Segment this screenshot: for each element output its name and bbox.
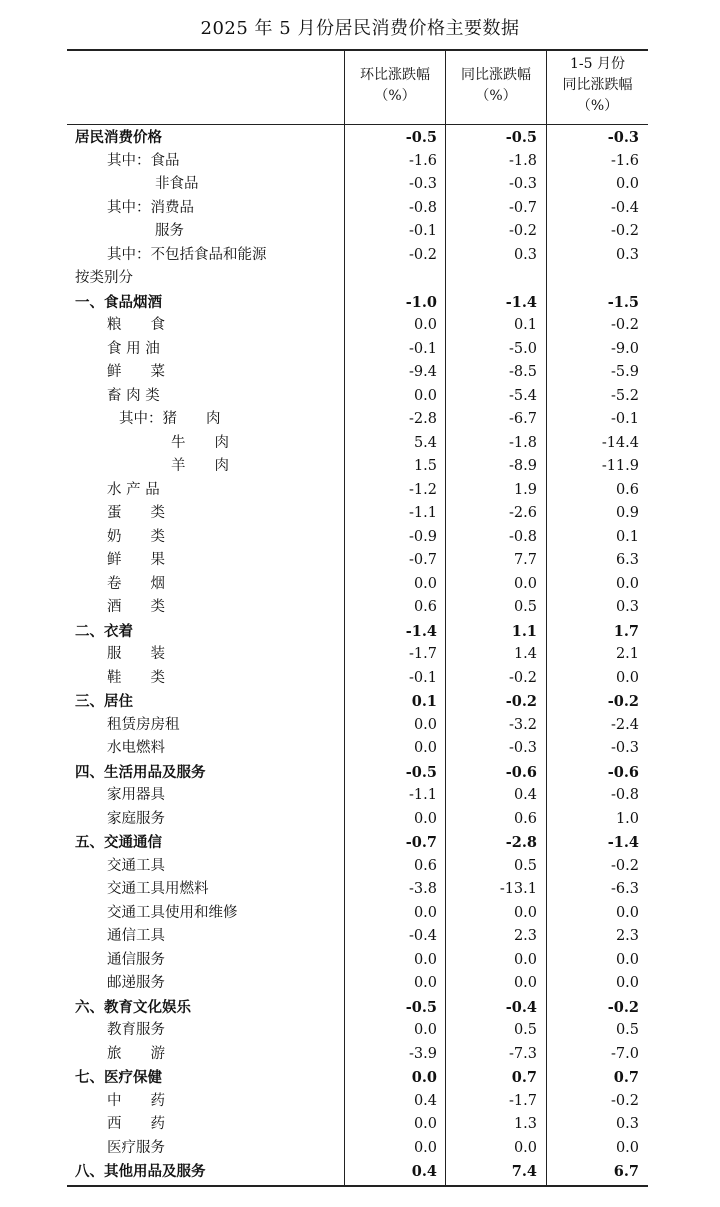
row-value: 0.0: [615, 904, 639, 921]
row-value: 0.0: [413, 975, 437, 991]
row-value: -0.5: [505, 129, 537, 146]
row-value: 0.0: [513, 904, 537, 921]
row-value: 0.4: [513, 787, 537, 803]
row-label: 七、医疗保健: [75, 1069, 162, 1086]
row-value: -0.1: [409, 223, 437, 239]
row-value: 0.0: [413, 740, 437, 756]
row-label: 服 装: [107, 646, 165, 662]
row-label: 食 用 油: [107, 340, 160, 357]
row-value: -1.1: [409, 505, 437, 521]
header-yoy-line1: 同比涨跌幅: [461, 67, 531, 83]
row-value: -1.8: [509, 152, 537, 169]
table-row: [67, 526, 648, 550]
table-row: [67, 361, 648, 385]
table-row: [67, 737, 648, 761]
row-value: 1.4: [513, 646, 537, 662]
row-label: 家用器具: [107, 787, 165, 803]
table-row: [67, 831, 648, 855]
table-row: [67, 502, 648, 526]
row-value: -0.6: [505, 763, 537, 781]
table-row: [67, 197, 648, 221]
row-label: 交通工具使用和维修: [107, 904, 238, 921]
row-value: -1.1: [409, 787, 437, 803]
header-mom: [345, 51, 445, 124]
row-value: -1.0: [405, 293, 437, 311]
row-label: 其中：消费品: [107, 199, 194, 216]
row-value: -0.3: [607, 129, 639, 146]
row-value: -0.9: [409, 528, 437, 545]
row-label: 粮 食: [107, 317, 165, 333]
row-label: 鲜 果: [107, 552, 165, 568]
row-label: 租赁房房租: [107, 716, 180, 733]
row-label: 一、食品烟酒: [75, 293, 162, 311]
row-value: 0.3: [513, 246, 537, 263]
table-row: [67, 314, 648, 338]
row-value: -0.2: [509, 223, 537, 239]
row-value: -2.8: [409, 411, 437, 427]
table-row: [67, 925, 648, 949]
row-value: -0.6: [607, 763, 639, 781]
table-row: [67, 714, 648, 738]
row-value: -5.9: [611, 364, 639, 380]
row-value: -0.7: [509, 199, 537, 216]
row-value: 2.1: [615, 646, 639, 662]
row-label: 居民消费价格: [75, 129, 162, 146]
row-value: -0.5: [405, 763, 437, 781]
row-value: -0.7: [405, 834, 437, 851]
table-row: [67, 338, 648, 362]
row-label: 中 药: [107, 1092, 165, 1109]
row-value: 0.6: [413, 599, 437, 615]
row-value: -6.7: [509, 411, 537, 427]
table-row: [67, 972, 648, 996]
row-value: 0.0: [615, 176, 639, 192]
row-value: -0.3: [509, 176, 537, 192]
row-value: -0.4: [409, 928, 437, 944]
row-label: 旅 游: [107, 1045, 165, 1062]
row-label: 交通工具: [107, 857, 165, 874]
row-value: 0.0: [615, 951, 639, 968]
row-value: -3.2: [509, 716, 537, 733]
row-value: -0.8: [409, 199, 437, 216]
row-value: 0.3: [615, 599, 639, 615]
header-divider: [67, 124, 648, 125]
row-value: 0.0: [615, 1139, 639, 1156]
row-value: -0.1: [409, 340, 437, 357]
row-value: 0.0: [413, 1116, 437, 1132]
table-row: [67, 667, 648, 691]
table-row: [67, 244, 648, 268]
row-value: -0.3: [611, 740, 639, 756]
row-value: -0.7: [409, 552, 437, 568]
row-label: 牛 肉: [171, 434, 229, 451]
row-value: 1.9: [513, 481, 537, 498]
table-row: [67, 1019, 648, 1043]
cpi-table: [67, 49, 648, 1187]
row-label: 邮递服务: [107, 975, 165, 991]
table-row: [67, 385, 648, 409]
row-value: 1.5: [413, 458, 437, 474]
row-value: 0.0: [411, 1069, 437, 1086]
table-row: [67, 173, 648, 197]
row-value: -6.3: [611, 881, 639, 897]
row-value: -0.1: [409, 669, 437, 686]
row-value: 0.1: [513, 317, 537, 333]
row-label: 八、其他用品及服务: [75, 1163, 206, 1180]
table-row: [67, 126, 648, 150]
table-row: [67, 549, 648, 573]
row-value: -1.5: [607, 293, 639, 311]
row-value: -5.4: [509, 387, 537, 404]
row-value: 7.7: [513, 552, 537, 568]
table-row: [67, 620, 648, 644]
row-value: 0.1: [411, 693, 437, 710]
row-value: -0.3: [509, 740, 537, 756]
table-row: [67, 902, 648, 926]
row-value: -0.4: [505, 998, 537, 1016]
row-value: -7.3: [509, 1045, 537, 1062]
row-value: 1.1: [511, 622, 537, 640]
row-value: 6.3: [615, 552, 639, 568]
row-label: 蛋 类: [107, 505, 165, 521]
row-label: 西 药: [107, 1116, 165, 1132]
row-value: 0.0: [513, 951, 537, 968]
table-row: [67, 455, 648, 479]
row-value: 0.0: [413, 387, 437, 404]
row-value: -0.1: [611, 411, 639, 427]
row-label: 鞋 类: [107, 669, 165, 686]
row-label: 通信服务: [107, 951, 165, 968]
row-label: 按类别分: [75, 270, 133, 286]
row-value: -9.0: [611, 340, 639, 357]
row-label: 畜 肉 类: [107, 387, 160, 404]
row-value: -5.0: [509, 340, 537, 357]
row-value: 0.5: [513, 1022, 537, 1038]
table-row: [67, 1137, 648, 1161]
row-value: -0.2: [611, 1092, 639, 1109]
row-value: -0.5: [405, 129, 437, 146]
row-value: -0.2: [607, 998, 639, 1016]
row-label: 教育服务: [107, 1022, 165, 1038]
row-label: 交通工具用燃料: [107, 881, 209, 897]
row-value: 0.0: [413, 1022, 437, 1038]
row-value: -8.9: [509, 458, 537, 474]
header-yoy-line2: （%）: [475, 88, 517, 104]
row-value: -1.7: [409, 646, 437, 662]
row-value: 0.0: [413, 904, 437, 921]
row-label: 通信工具: [107, 928, 165, 944]
row-value: 7.4: [511, 1163, 537, 1180]
table-row: [67, 479, 648, 503]
row-value: -1.6: [611, 152, 639, 169]
table-row: [67, 596, 648, 620]
row-label: 其中：不包括食品和能源: [107, 246, 267, 263]
table-row: [67, 1160, 648, 1184]
row-label: 水 产 品: [107, 481, 160, 498]
row-value: -1.4: [607, 834, 639, 851]
row-value: -0.4: [611, 199, 639, 216]
table-row: [67, 808, 648, 832]
row-value: -2.6: [509, 505, 537, 521]
table-row: [67, 291, 648, 315]
row-label: 医疗服务: [107, 1139, 165, 1156]
row-value: -3.9: [409, 1045, 437, 1062]
header-yoy: [446, 51, 546, 124]
row-label: 其中：食品: [107, 152, 180, 169]
header-ytd-line3: （%）: [576, 98, 619, 114]
row-value: -1.8: [509, 434, 537, 451]
row-value: 0.4: [413, 1092, 437, 1109]
row-value: 0.0: [513, 975, 537, 991]
row-value: 1.0: [615, 810, 639, 827]
row-value: 5.4: [413, 434, 437, 451]
row-value: -11.9: [601, 458, 639, 474]
header-ytd-line1: 1-5 月份: [570, 56, 625, 72]
row-value: -0.2: [607, 693, 639, 710]
row-value: -0.3: [409, 176, 437, 192]
row-label: 羊 肉: [171, 458, 229, 474]
row-value: -1.7: [509, 1092, 537, 1109]
table-row: [67, 690, 648, 714]
row-value: 0.6: [413, 857, 437, 874]
row-value: 0.9: [615, 505, 639, 521]
table-row: [67, 1043, 648, 1067]
row-value: -2.4: [611, 716, 639, 733]
table-row: [67, 220, 648, 244]
row-value: 1.7: [613, 622, 639, 640]
table-body: [67, 126, 648, 1184]
row-value: 0.0: [615, 975, 639, 991]
table-row: [67, 1066, 648, 1090]
row-value: -8.5: [509, 364, 537, 380]
table-row: [67, 573, 648, 597]
row-value: 2.3: [513, 928, 537, 944]
row-value: -0.8: [509, 528, 537, 545]
table-row: [67, 150, 648, 174]
row-label: 卷 烟: [107, 575, 165, 592]
row-value: -1.2: [409, 481, 437, 498]
header-ytd: [547, 51, 648, 124]
row-value: -0.5: [405, 998, 437, 1016]
row-value: 0.3: [615, 1116, 639, 1132]
row-value: 0.5: [513, 857, 537, 874]
table-row: [67, 1090, 648, 1114]
row-value: -0.2: [509, 669, 537, 686]
row-value: 0.3: [615, 246, 639, 263]
row-value: 0.6: [513, 810, 537, 827]
row-label: 其中：猪 肉: [119, 411, 221, 427]
header-mom-line1: 环比涨跌幅: [360, 67, 430, 83]
row-value: 2.3: [615, 928, 639, 944]
row-value: -3.8: [409, 881, 437, 897]
row-value: 0.0: [413, 951, 437, 968]
table-row: [67, 267, 648, 291]
row-value: -0.2: [611, 223, 639, 239]
row-value: -0.2: [505, 693, 537, 710]
row-label: 四、生活用品及服务: [75, 763, 206, 781]
row-value: -13.1: [499, 881, 537, 897]
row-value: 0.7: [613, 1069, 639, 1086]
row-value: -0.2: [409, 246, 437, 263]
row-value: 0.0: [413, 716, 437, 733]
row-value: 0.6: [615, 481, 639, 498]
header-mom-line2: （%）: [374, 88, 416, 104]
row-label: 服务: [155, 223, 184, 239]
row-value: 0.0: [413, 575, 437, 592]
row-value: 0.0: [413, 317, 437, 333]
row-value: -0.2: [611, 857, 639, 874]
table-row: [67, 761, 648, 785]
row-label: 鲜 菜: [107, 364, 165, 380]
row-value: 0.0: [615, 669, 639, 686]
row-value: -0.8: [611, 787, 639, 803]
table-row: [67, 996, 648, 1020]
table-row: [67, 855, 648, 879]
row-value: 0.1: [615, 528, 639, 545]
table-row: [67, 949, 648, 973]
row-value: 0.0: [513, 1139, 537, 1156]
header-ytd-line2: 同比涨跌幅: [562, 77, 633, 93]
row-value: 1.3: [513, 1116, 537, 1132]
table-row: [67, 643, 648, 667]
row-value: -2.8: [505, 834, 537, 851]
row-value: 0.7: [511, 1069, 537, 1086]
row-value: -0.2: [611, 317, 639, 333]
row-value: 0.4: [411, 1163, 437, 1180]
row-value: 0.5: [513, 599, 537, 615]
row-value: -1.4: [405, 622, 437, 640]
row-label: 家庭服务: [107, 810, 165, 827]
row-value: -9.4: [409, 364, 437, 380]
row-value: -5.2: [611, 387, 639, 404]
table-row: [67, 878, 648, 902]
row-label: 奶 类: [107, 528, 165, 545]
row-value: 0.0: [513, 575, 537, 592]
row-label: 酒 类: [107, 599, 165, 615]
row-label: 五、交通通信: [75, 834, 162, 851]
row-value: 0.0: [413, 810, 437, 827]
row-value: 0.5: [615, 1022, 639, 1038]
table-row: [67, 432, 648, 456]
row-label: 六、教育文化娱乐: [75, 998, 191, 1016]
row-label: 非食品: [155, 176, 199, 192]
row-value: -1.4: [505, 293, 537, 311]
row-value: 0.0: [413, 1139, 437, 1156]
page-title: 2025 年 5 月份居民消费价格主要数据: [200, 18, 520, 39]
table-row: [67, 784, 648, 808]
row-label: 二、衣着: [75, 622, 133, 640]
table-row: [67, 408, 648, 432]
row-value: -1.6: [409, 152, 437, 169]
row-value: 6.7: [613, 1163, 639, 1180]
row-label: 三、居住: [75, 693, 133, 710]
row-value: -7.0: [611, 1045, 639, 1062]
row-value: 0.0: [615, 575, 639, 592]
row-label: 水电燃料: [107, 740, 165, 756]
row-value: -14.4: [601, 434, 639, 451]
table-row: [67, 1113, 648, 1137]
